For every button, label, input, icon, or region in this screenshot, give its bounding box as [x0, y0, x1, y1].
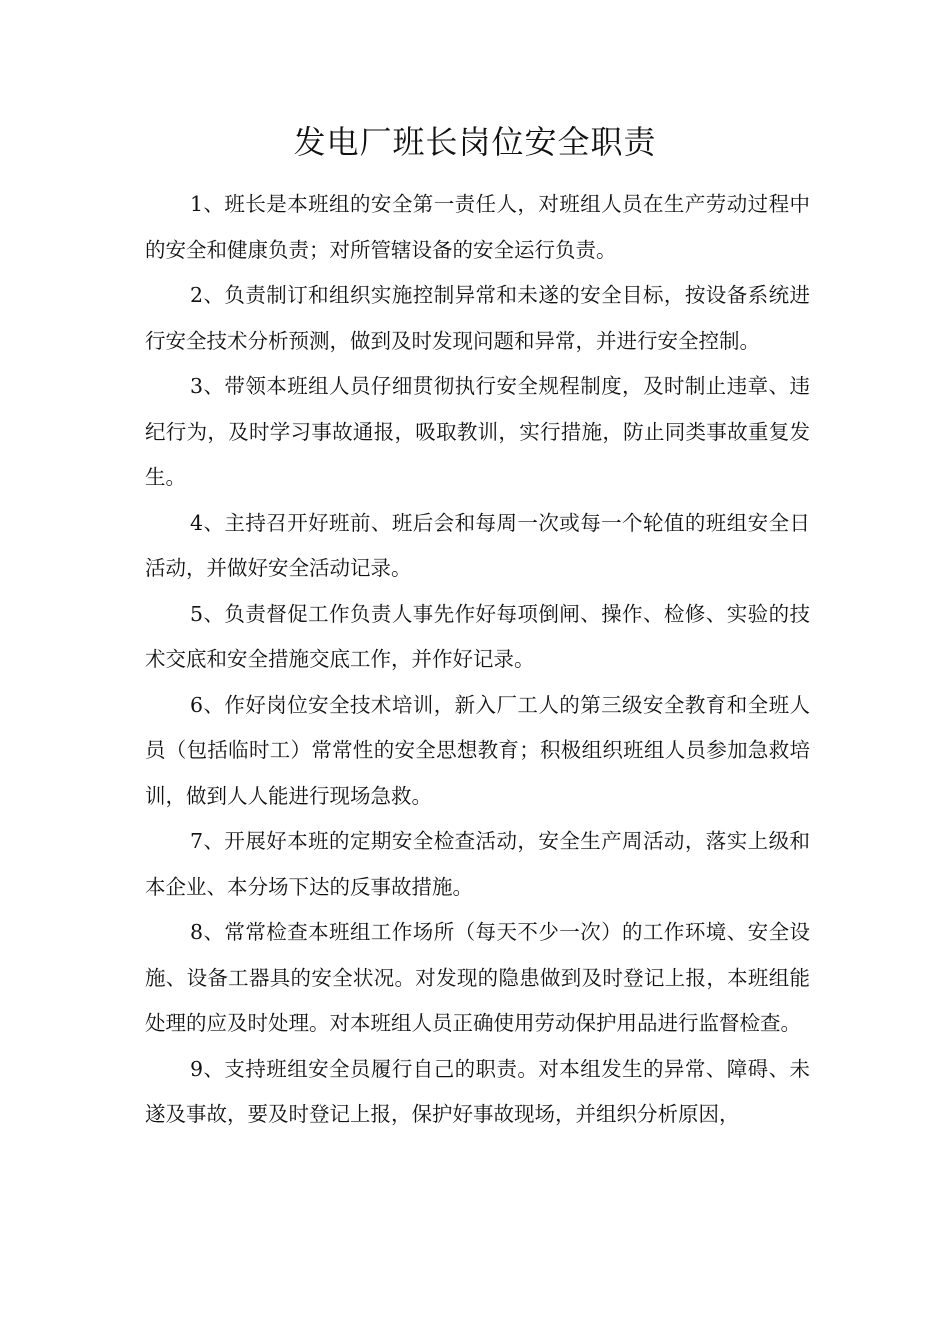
document-body — [145, 182, 810, 1138]
document-title: 发电厂班长岗位安全职责 — [293, 123, 657, 161]
paragraph-3: 3、带领本班组人员仔细贯彻执行安全规程制度，及时制止违章、违纪行为，及时学习事故通报，吸取教训，实行措施，防止同类事故重复发生。 — [145, 374, 810, 489]
paragraph-9: 9、支持班组安全员履行自己的职责。对本组发生的异常、障碍、未遂及事故，要及时登记上报，保护好事故现场，并组织分析原因， — [145, 1056, 810, 1126]
paragraph-4: 4、主持召开好班前、班后会和每周一次或每一个轮值的班组安全日活动，并做好安全活动记录。 — [145, 510, 810, 580]
paragraph-5: 5、负责督促工作负责人事先作好每项倒闸、操作、检修、实验的技术交底和安全措施交底工作，并作好记录。 — [145, 601, 810, 671]
paragraph-7: 7、开展好本班的定期安全检查活动，安全生产周活动，落实上级和本企业、本分场下达的反事故措施。 — [145, 829, 810, 899]
paragraph-1: 1、班长是本班组的安全第一责任人，对班组人员在生产劳动过程中的安全和健康负责；对所管辖设备的安全运行负责。 — [145, 192, 810, 262]
paragraph-8: 8、常常检查本班组工作场所（每天不少一次）的工作环境、安全设施、设备工器具的安全状况。对发现的隐患做到及时登记上报，本班组能处理的应及时处理。对本班组人员正确使用劳动保护用品进行监督检查。 — [145, 920, 810, 1035]
paragraph-2: 2、负责制订和组织实施控制异常和未遂的安全目标，按设备系统进行安全技术分析预测，做到及时发现问题和异常，并进行安全控制。 — [145, 283, 810, 353]
paragraph-6: 6、作好岗位安全技术培训，新入厂工人的第三级安全教育和全班人员（包括临时工）常常性的安全思想教育；积极组织班组人员参加急救培训，做到人人能进行现场急救。 — [145, 692, 810, 808]
